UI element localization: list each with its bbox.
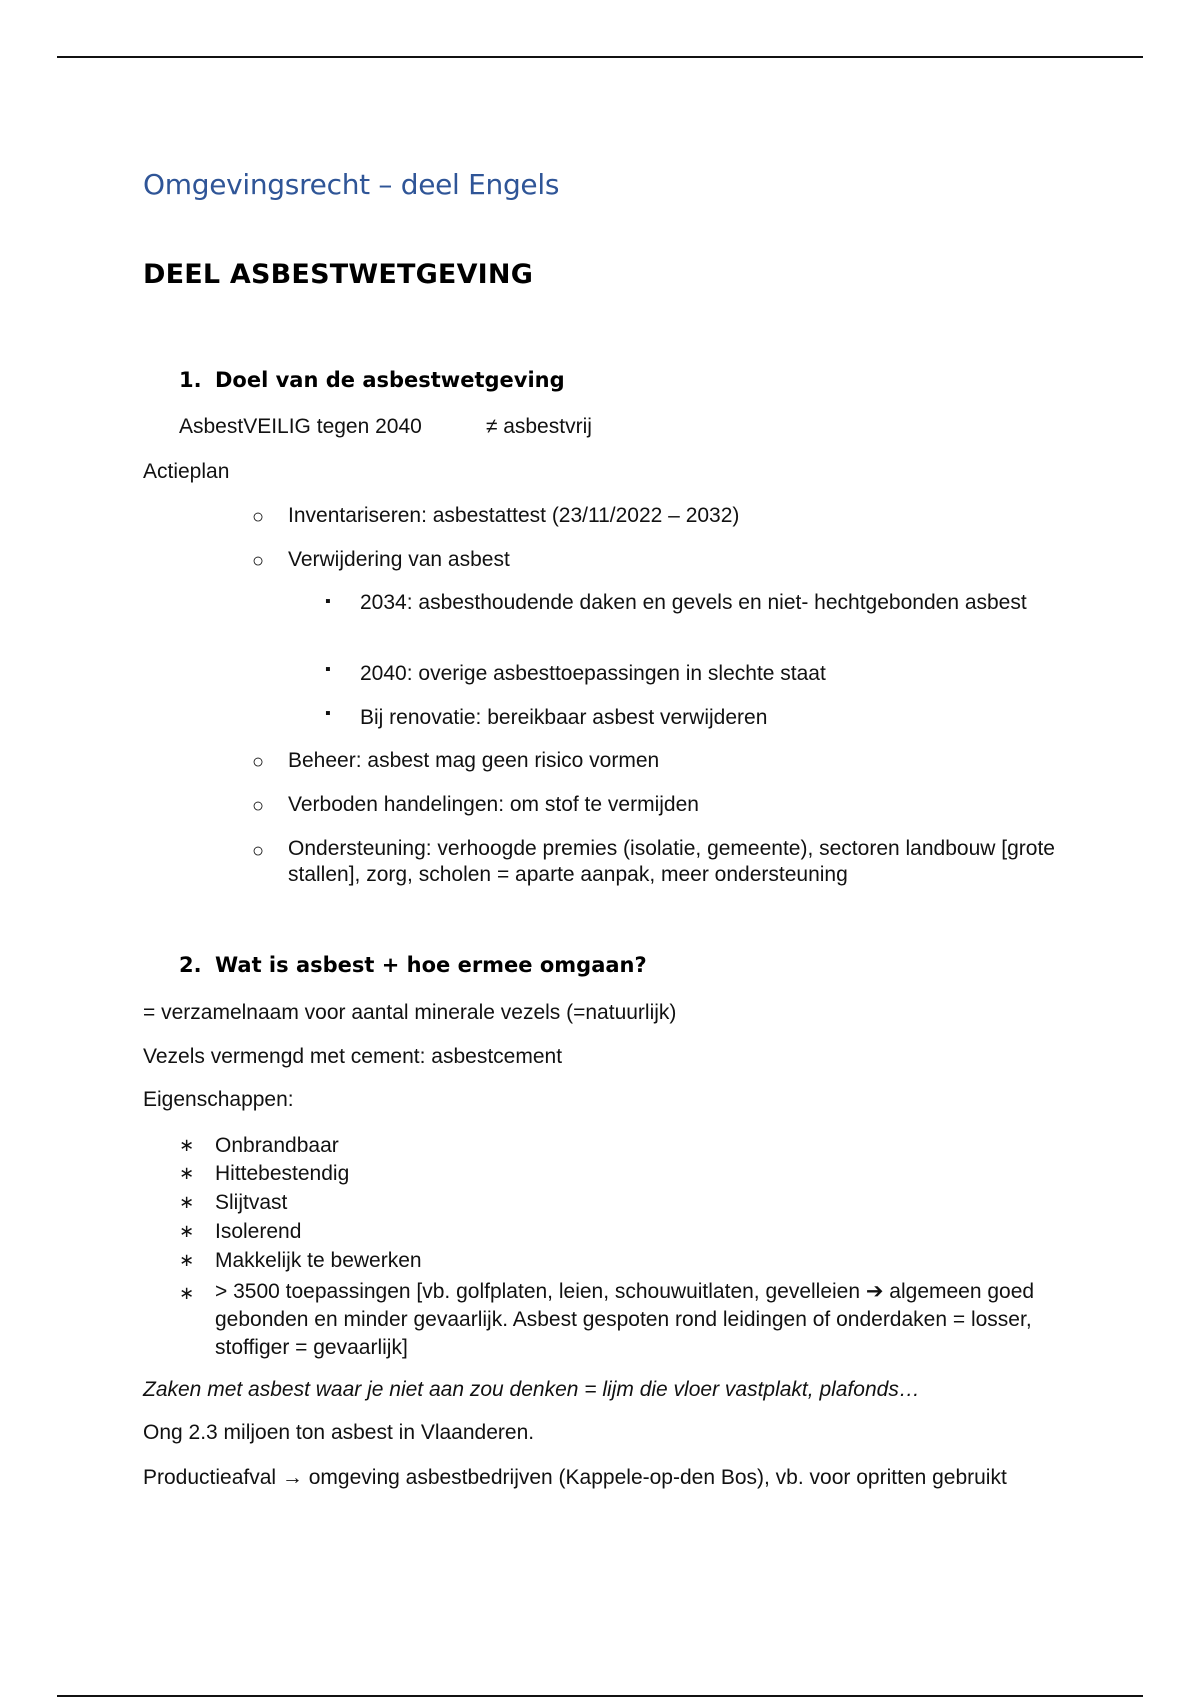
goal-left: AsbestVEILIG tegen 2040 (179, 415, 422, 438)
square-bullet-icon: ▪ (325, 593, 331, 610)
list-item: ○ Beheer: asbest mag geen risico vormen (252, 749, 660, 773)
section-1-title: Doel van de asbestwetgeving (215, 368, 565, 392)
section-2-number: 2. (179, 953, 202, 977)
list-item: ∗ > 3500 toepassingen [vb. golfplaten, leien, schouwuitlaten, gevelleien ➔ algemeen goed gebonden en minder gevaarlijk. Asbest gespoten rond leidingen of onderdaken = losser, stoffiger = gevaarlijk] (179, 1280, 1035, 1359)
italic-note: Zaken met asbest waar je niet aan zou denken = lijm die vloer vastplakt, plafonds… (143, 1378, 920, 1401)
list-item: ○ Verboden handelingen: om stof te vermijden (252, 793, 699, 817)
footer-rule (57, 1695, 1143, 1697)
star-bullet-icon: ∗ (179, 1250, 195, 1270)
document-title: Omgevingsrecht – deel Engels (143, 168, 560, 201)
square-bullet-icon: ▪ (325, 705, 331, 722)
star-bullet-icon: ∗ (179, 1135, 195, 1155)
list-item: ○ Inventariseren: asbestattest (23/11/2022 – 2032) (252, 504, 740, 528)
circle-bullet-icon: ○ (252, 751, 265, 773)
square-bullet-icon: ▪ (325, 661, 331, 678)
section-1-number: 1. (179, 368, 202, 392)
asbestcement-line: Vezels vermengd met cement: asbestcement (143, 1045, 563, 1068)
properties-label: Eigenschappen: (143, 1088, 294, 1111)
asbest-definition: = verzamelnaam voor aantal minerale vezels (=natuurlijk) (143, 1001, 677, 1024)
list-item: ∗ Slijtvast (179, 1191, 288, 1214)
list-item: ▪ 2040: overige asbesttoepassingen in slechte staat (325, 661, 826, 685)
header-rule (57, 56, 1143, 58)
star-bullet-icon: ∗ (179, 1283, 195, 1303)
star-bullet-icon: ∗ (179, 1192, 195, 1212)
list-item: ▪ Bij renovatie: bereikbaar asbest verwijderen (325, 705, 768, 729)
section-1-heading (179, 368, 565, 392)
production-waste: Productieafval → omgeving asbestbedrijven (Kappele-op-den Bos), vb. voor opritten gebruikt (143, 1466, 1007, 1489)
goal-right: ≠ asbestvrij (485, 415, 592, 438)
section-2-heading (179, 953, 647, 977)
list-item: ○ Ondersteuning: verhoogde premies (isolatie, gemeente), sectoren landbouw [grote stallen], zorg, scholen = aparte aanpak, meer ondersteuning (252, 837, 1055, 886)
circle-bullet-icon: ○ (252, 550, 265, 572)
list-item: ○ Verwijdering van asbest (252, 548, 510, 572)
part-heading: DEEL ASBESTWETGEVING (143, 259, 534, 290)
asbestos-amount: Ong 2.3 miljoen ton asbest in Vlaanderen. (143, 1421, 535, 1444)
list-item: ∗ Makkelijk te bewerken (179, 1249, 422, 1272)
list-item: ∗ Onbrandbaar (179, 1134, 339, 1157)
star-bullet-icon: ∗ (179, 1221, 195, 1241)
list-item: ▪ 2034: asbesthoudende daken en gevels en niet- hechtgebonden asbest (325, 591, 1027, 614)
circle-bullet-icon: ○ (252, 840, 265, 862)
star-bullet-icon: ∗ (179, 1163, 195, 1183)
circle-bullet-icon: ○ (252, 506, 265, 528)
actieplan-label: Actieplan (143, 460, 230, 483)
circle-bullet-icon: ○ (252, 795, 265, 817)
list-item: ∗ Hittebestendig (179, 1162, 350, 1185)
list-item: ∗ Isolerend (179, 1220, 302, 1243)
section-2-title: Wat is asbest + hoe ermee omgaan? (215, 953, 647, 977)
goal-line (179, 415, 592, 439)
